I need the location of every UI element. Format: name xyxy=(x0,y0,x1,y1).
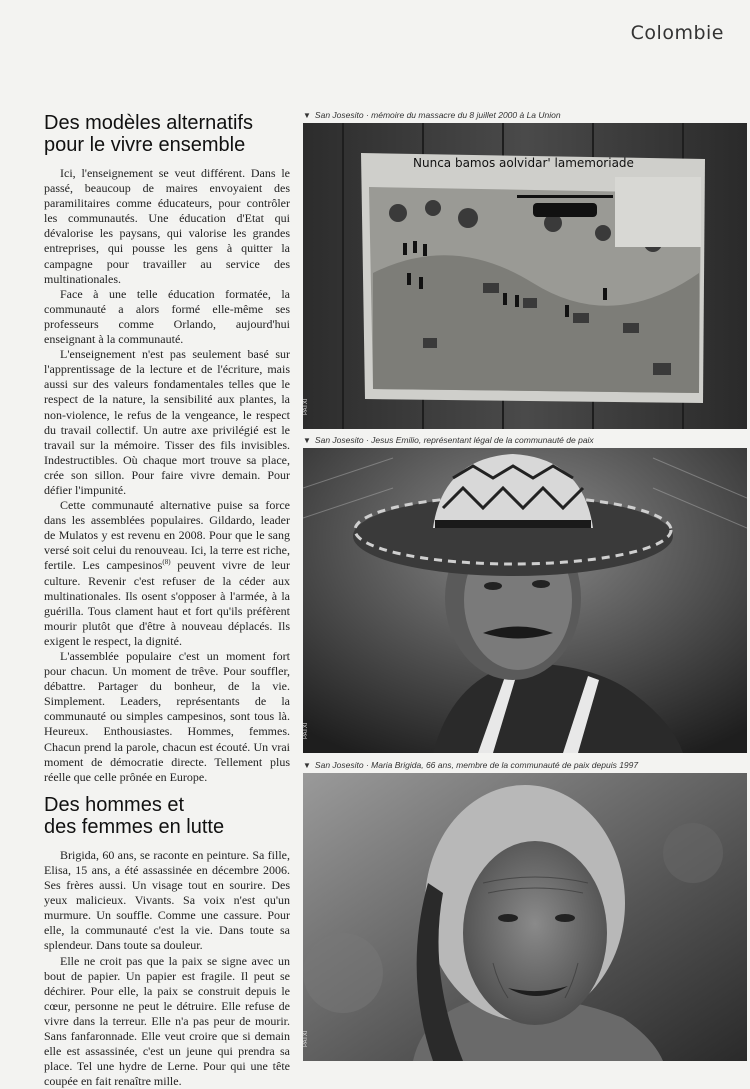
caption-triangle-icon: ▼ xyxy=(303,436,311,445)
caption-text: San Josesito · Maria Brigida, 66 ans, membre de la communauté de paix depuis 1997 xyxy=(315,760,638,770)
paragraph-text: Cette communauté alternative puise sa force dans les assemblées populaires. Gildardo, leader de Mulatos y est revenu en 2008. Pour que le sang versé soit celui du renouveau. Ici, la terre est riche, fertile. Les campesinos xyxy=(44,498,290,572)
paragraph-text: peuvent vivre de leur culture. Revenir c'est refuser de la céder aux multinationales. Ils osent s'opposer à l'armée, à la guérilla. Tous clament haut et fort qu'ils préfèrent mourir plutôt que d'être à nouveau déplacés. Ils exigent le respect, la dignité. xyxy=(44,558,290,647)
section-title-line: Des hommes et xyxy=(44,794,290,816)
section-title-line: pour le vivre ensemble xyxy=(44,134,290,156)
section-title-line: Des modèles alternatifs xyxy=(44,112,290,134)
paragraph: Face à une telle éducation formatée, la communauté a alors formé elle-même ses professeurs comme Orlando, aujourd'hui enseignant à la communauté. xyxy=(44,287,290,347)
paragraph: Ici, l'enseignement se veut différent. Dans le passé, beaucoup de maires envoyaient des paramilitaires comme éducateurs, pour contrôler les communautés. Une éducation d'Etat qui dévalorise les paysans, qui valorise les grandes entreprises, qui pousse les gens à quitter la campagne pour travailler au service des multinationales. xyxy=(44,166,290,287)
section-title-men-women xyxy=(44,794,290,838)
photo-caption-memorial xyxy=(303,110,561,120)
photo-portrait-woman-image xyxy=(303,773,747,1061)
photo-portrait-man-image xyxy=(303,448,747,753)
painting-inscription: Nunca bamos aolvidar' lamemoriade xyxy=(413,156,634,170)
footnote-ref: (8) xyxy=(162,558,170,566)
photo-credit: PATXI xyxy=(303,399,309,415)
paragraph xyxy=(44,498,290,649)
photo-credit: PATXI xyxy=(303,1031,309,1047)
caption-triangle-icon: ▼ xyxy=(303,111,311,120)
photo-portrait-woman xyxy=(303,773,747,1061)
photo-memorial-painting xyxy=(303,123,747,429)
caption-triangle-icon: ▼ xyxy=(303,761,311,770)
paragraph: Elle ne croit pas que la paix se signe avec un bout de papier. Un papier est fragile. Il peut se déchirer. Pour elle, la paix se construit depuis le cœur, personne ne peut le détruire. Elle refuse de vivre dans la terreur. Elle n'a pas peur de mourir. Sans fanfaronnade. Elle veut croire que si demain elle est assassinée, c'est un jeune qui prendra sa place. Tel une hydre de Lerne. Pour qui une tête coupée en fait renaître mille. xyxy=(44,954,290,1089)
paragraph: Brigida, 60 ans, se raconte en peinture. Sa fille, Elisa, 15 ans, a été assassinée en décembre 2006. Ses frères aussi. Un visage tout en sourire. Des yeux malicieux. Vivants. Sa voix n'est qu'un murmure. Un souffle. Comme une cassure. Pour elle, la communauté c'est la vie. Dans toute sa splendeur. Dans toute sa douleur. xyxy=(44,848,290,954)
section-title-line: des femmes en lutte xyxy=(44,816,290,838)
photo-caption-portrait-man xyxy=(303,435,594,445)
paragraph: L'enseignement n'est pas seulement basé sur l'apprentissage de la lecture et de l'écriture, mais aussi sur des valeurs fondamentales telles que le respect de la nature, la sensibilité aux plantes, la non-violence, le refus de la vengeance, le respect du travail collectif. Un autre axe privilégié est le travail sur la mémoire. Tisser des fils invisibles. Indestructibles. Où chaque mort trouve sa place, crée son sillon. Pour faire vivre demain. Pour défier l'impunité. xyxy=(44,347,290,498)
photo-credit: PATXI xyxy=(303,723,309,739)
photo-portrait-man xyxy=(303,448,747,753)
article-text-column xyxy=(44,112,290,1089)
country-tag: Colombie xyxy=(631,22,724,44)
photo-caption-portrait-woman xyxy=(303,760,638,770)
caption-text: San Josesito · Jesus Emilio, représentant légal de la communauté de paix xyxy=(315,435,594,445)
photo-memorial-image xyxy=(303,123,747,429)
section-title-alternative-models xyxy=(44,112,290,156)
paragraph: L'assemblée populaire c'est un moment fort pour chacun. Un moment de trêve. Pour souffler, débattre. Partager du bonheur, de la vie. Simplement. Leaders, représentants de la communauté ou simples campesinos, sont tous là. Heureux. Enthousiastes. Hommes, femmes. Chacun prend la parole, chacun est écouté. Un vrai moment de démocratie directe. Tellement plus réelle que celle prônée en Europe. xyxy=(44,649,290,785)
caption-text: San Josesito · mémoire du massacre du 8 juillet 2000 à La Union xyxy=(315,110,561,120)
